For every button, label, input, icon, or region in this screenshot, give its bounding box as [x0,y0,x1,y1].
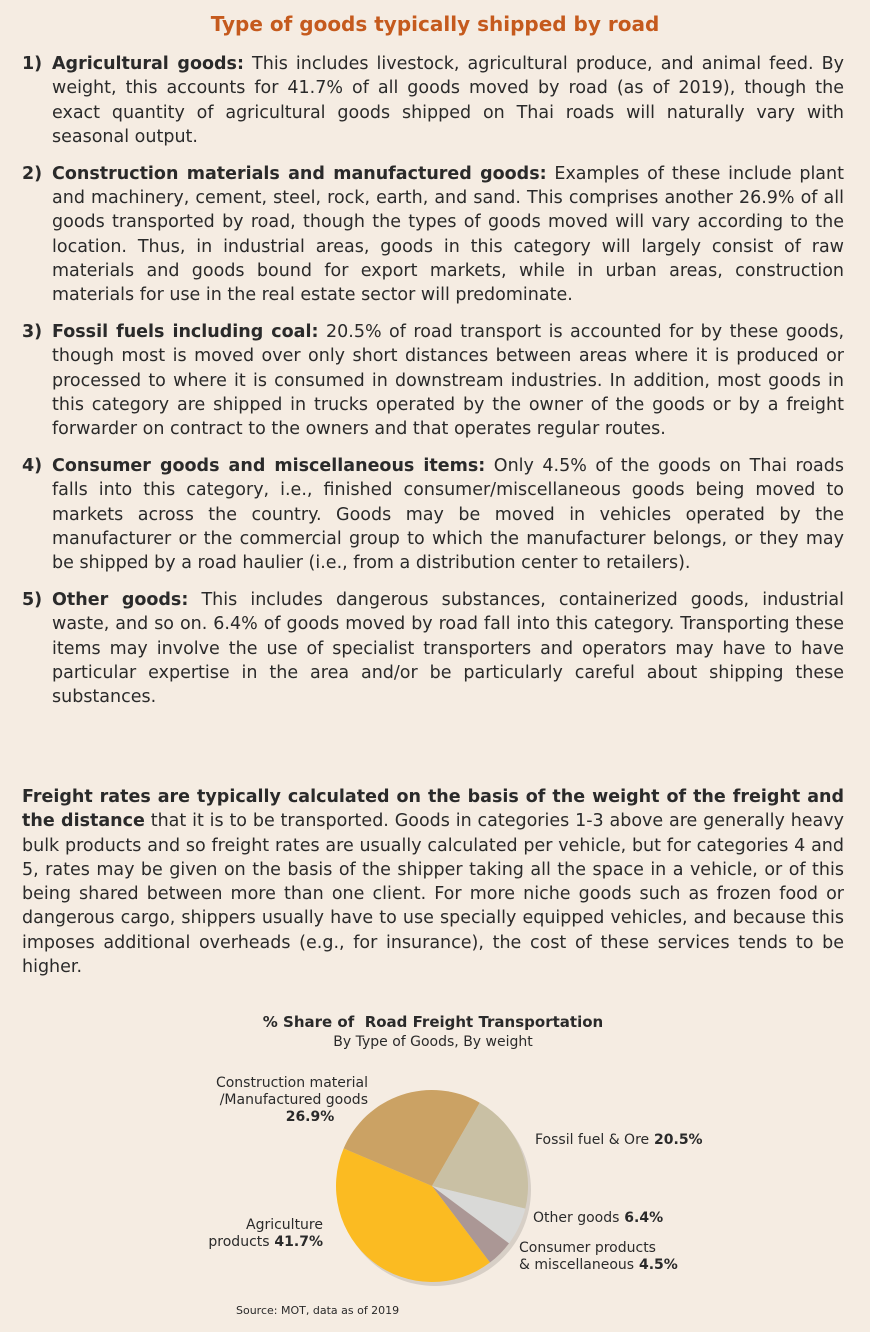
item-text: Only 4.5% of the goods on Thai roads falls into this category, i.e., finished consumer/miscellaneous goods being moved to markets across the country. Goods may be moved in vehicles operated by the manufacturer or the commercial group to which the manufacturer belongs, or they may be shipped by a road haulier (i.e., from a distribution center to retailers). [52,455,845,574]
item-body [52,320,844,441]
item-number: 1) [22,54,43,74]
goods-list [22,52,844,722]
slice-label: Agriculture products 41.7% [208,1217,323,1250]
slice-label: Fossil fuel & Ore 20.5% [535,1132,703,1148]
item-lead: Other goods: [52,589,189,610]
item-body [52,52,844,149]
item-text: This includes livestock, agricultural produce, and animal feed. By weight, this accounts for 41.7% of all goods moved by road (as of 2019), though the exact quantity of agricultural goods shipped on Thai roads will naturally vary with seasonal output. [52,54,844,147]
chart-title: % Share of Road Freight Transportation [262,1013,604,1031]
item-number: 2) [22,163,43,184]
list-item [22,52,844,149]
item-lead: Consumer goods and miscellaneous items: [52,455,486,476]
slice-label: Construction material /Manufactured goods 26.9% [215,1075,368,1125]
item-body [52,588,844,709]
item-body [52,454,844,575]
slice-label: Consumer products & miscellaneous 4.5% [519,1240,678,1273]
page-title: Type of goods typically shipped by road [210,12,660,36]
item-text: This includes dangerous substances, containerized goods, industrial waste, and so on. 6.4% of goods moved by road fall into this category. Transporting these items may involve the use of specialist transporters and operators may have to have particular expertise in the area and/or be particularly careful about shipping these substances. [52,589,844,708]
list-item [22,454,844,575]
item-lead: Fossil fuels including coal: [52,321,319,342]
item-number: 5) [22,589,43,610]
list-item [22,320,844,441]
item-number: 4) [22,455,43,476]
list-item [22,162,844,308]
pie-slices [336,1090,531,1286]
item-text: Examples of these include plant and machinery, cement, steel, rock, earth, and sand. This comprises another 26.9% of all goods transported by road, though the types of goods moved will vary according to the location. Thus, in industrial areas, goods in this category will largely consist of raw materials and goods bound for export markets, while in urban areas, construction materials for use in the real estate sector will predominate. [52,163,844,306]
chart-subtitle: By Type of Goods, By weight [333,1034,533,1050]
pie-chart [0,1005,870,1332]
freight-paragraph [22,785,844,979]
list-item [22,588,844,709]
slice-label: Other goods 6.4% [533,1210,664,1226]
freight-lead: Freight rates are typically calculated on the basis of the weight of the freight and the distance [22,787,844,832]
item-lead: Agricultural goods: [52,54,244,74]
item-number: 3) [22,321,43,342]
item-text: 20.5% of road transport is accounted for by these goods, though most is moved over only short distances between areas where it is produced or processed to where it is consumed in downstream industries. In addition, most goods in this category are shipped in trucks operated by the owner of the goods or by a freight forwarder on contract to the owners and that operates regular routes. [52,321,845,440]
chart-source: Source: MOT, data as of 2019 [236,1304,400,1317]
item-lead: Construction materials and manufactured goods: [52,163,547,184]
freight-text: that it is to be transported. Goods in categories 1-3 above are generally heavy bulk products and so freight rates are usually calculated per vehicle, but for categories 4 and 5, rates may be given on the basis of the shipper taking all the space in a vehicle, or of this being shared between more than one client. For more niche goods such as frozen food or dangerous cargo, shippers usually have to use specially equipped vehicles, and because this imposes additional overheads (e.g., for insurance), the cost of these services tends to be higher. [22,811,844,978]
item-body [52,162,844,308]
